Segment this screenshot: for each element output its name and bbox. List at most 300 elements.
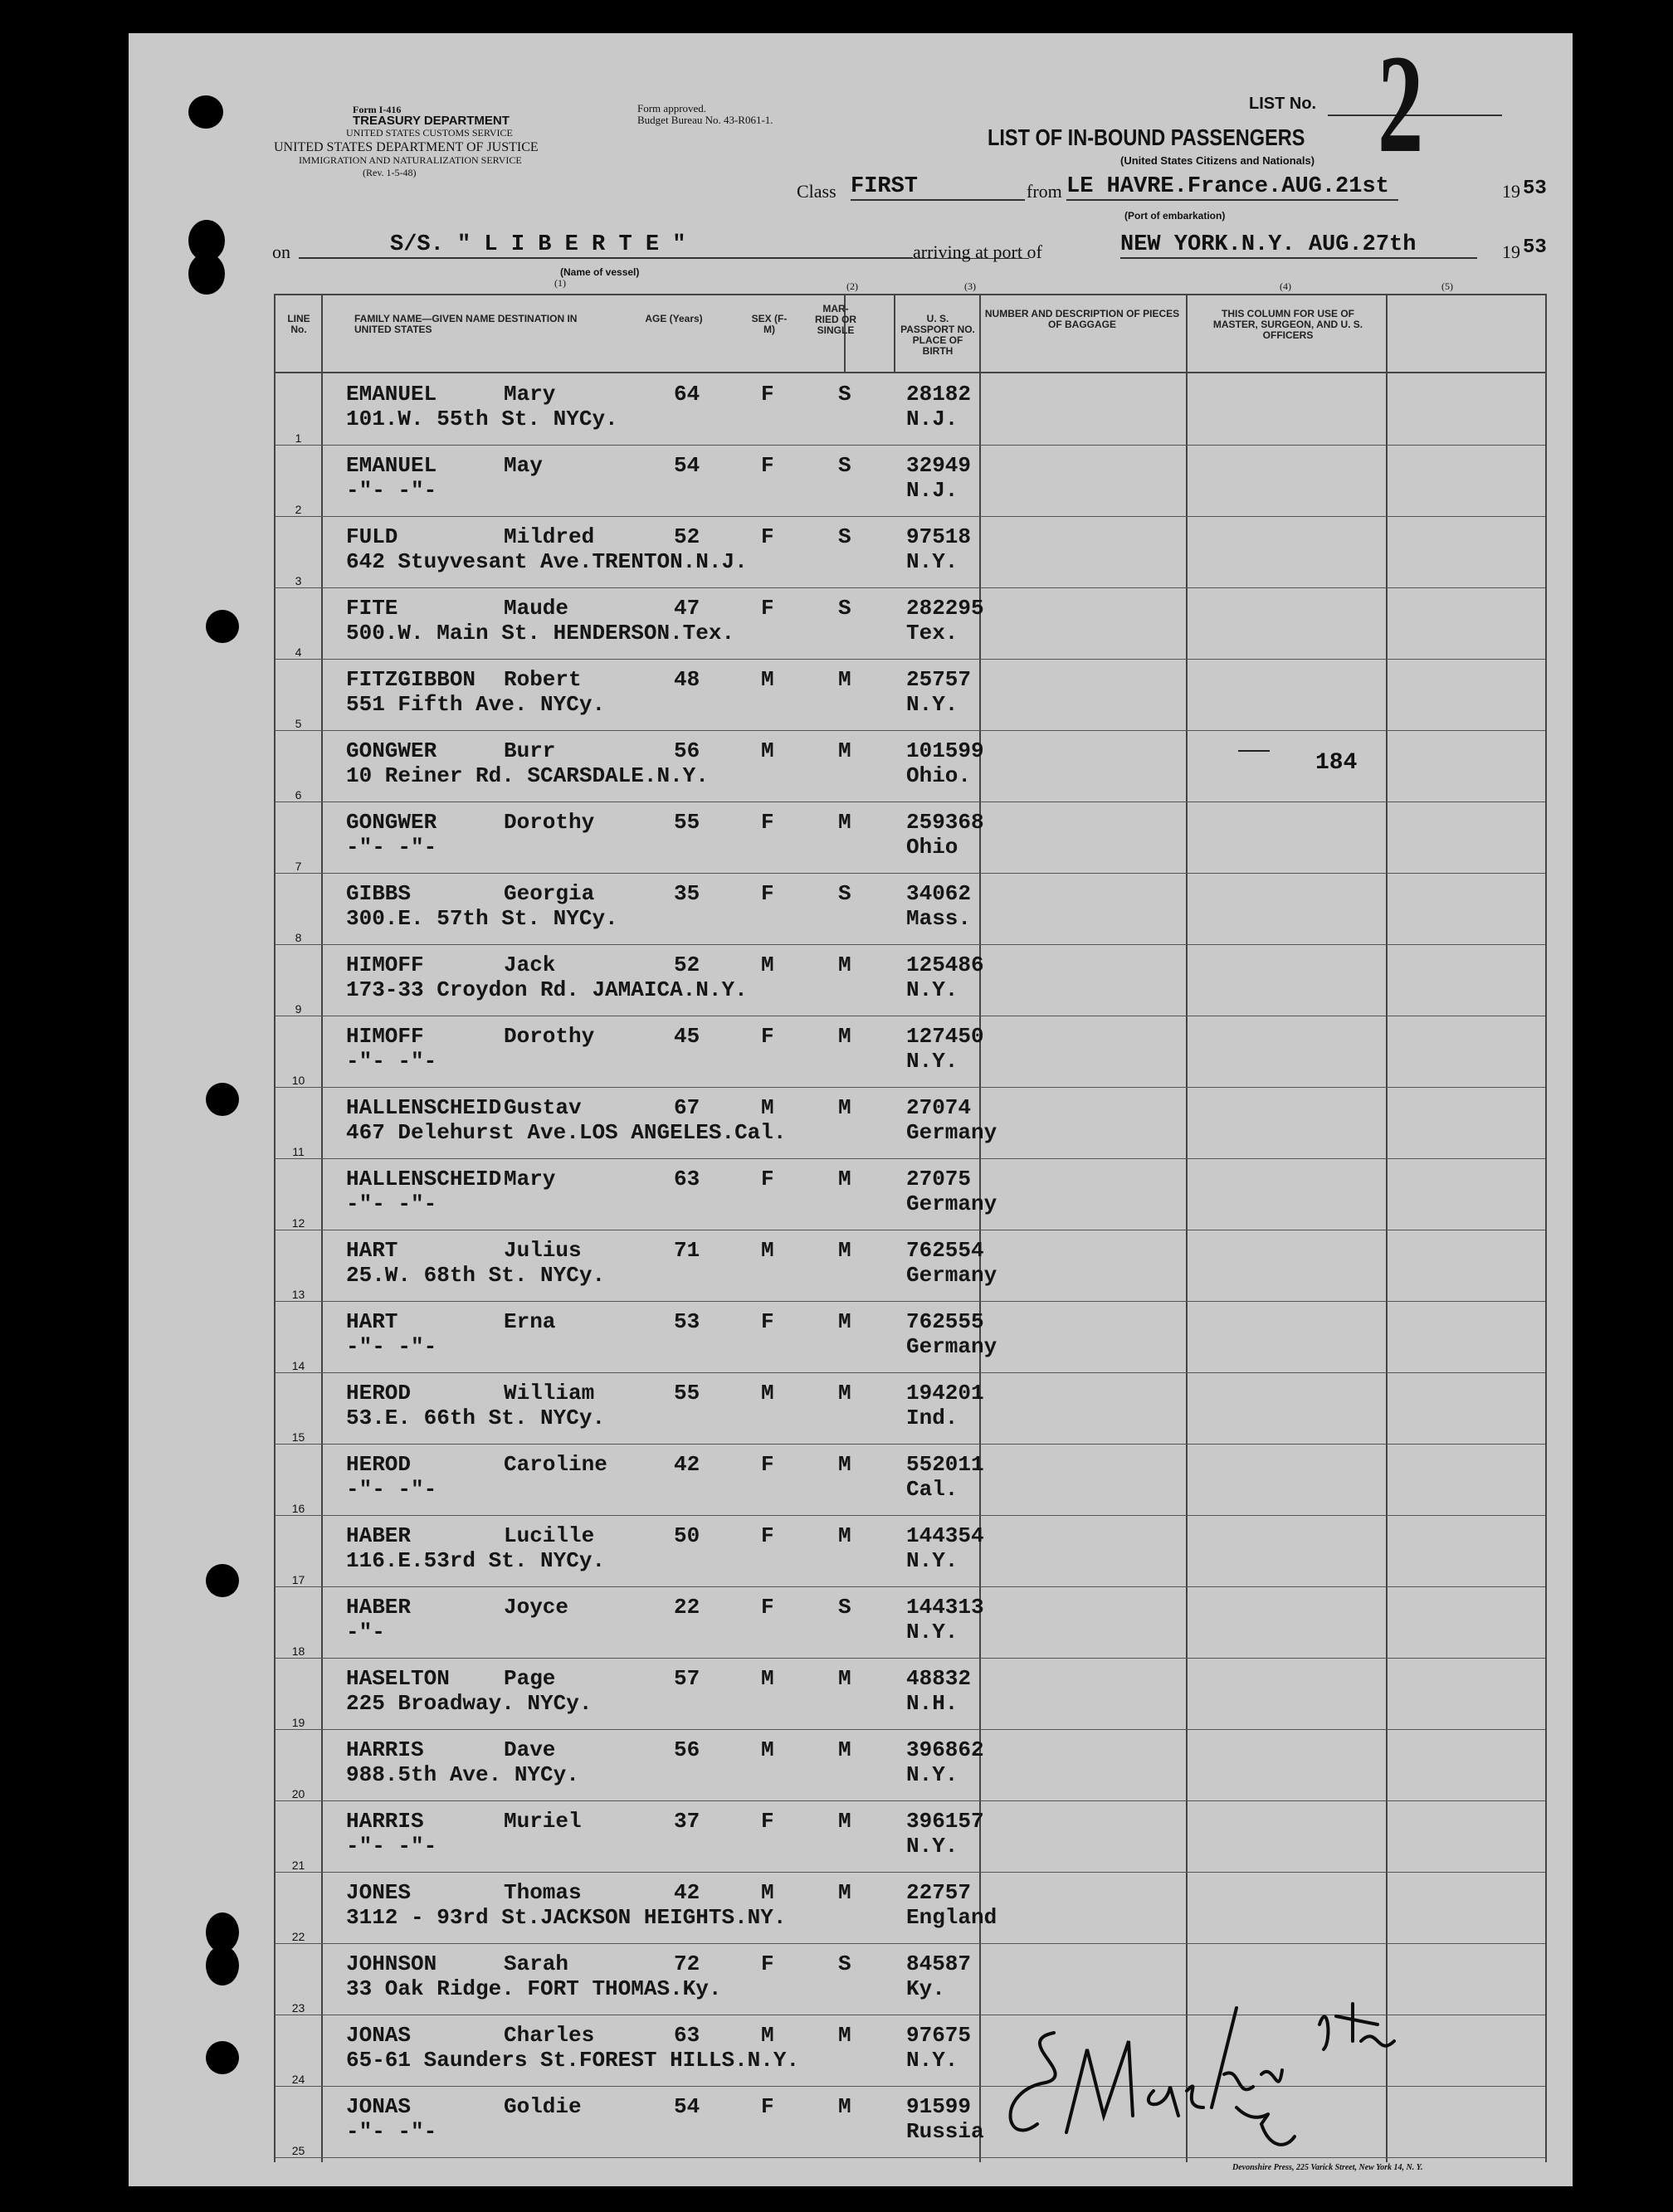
officer-annotation: 184 [1315,750,1358,776]
family-name: HEROD [346,1381,412,1406]
line-number: 1 [295,431,302,445]
sex: F [761,1452,774,1477]
marital-status: M [838,1452,851,1477]
table-row [276,445,1545,516]
row-rule [276,2157,1545,2158]
place-of-birth: N.J. [906,407,958,431]
year-prefix-1: 19 [1502,181,1520,202]
col-officers: THIS COLUMN FOR USE OF MASTER, SURGEON, AND U. S. OFFICERS [1212,308,1363,341]
line-number: 16 [291,1502,305,1515]
destination: 10 Reiner Rd. SCARSDALE.N.Y. [346,763,709,788]
age: 35 [674,881,700,906]
form-number: Form I-416 [353,104,402,115]
given-name: Mildred [504,524,595,549]
place-of-birth: Ind. [906,1406,958,1430]
line-number: 4 [295,646,302,659]
age: 56 [674,738,700,763]
sex: M [761,667,774,692]
table-row [276,1658,1545,1729]
table-row [276,873,1545,944]
age: 52 [674,953,700,977]
age: 63 [674,2023,700,2048]
destination: 53.E. 66th St. NYCy. [346,1406,606,1430]
place-of-birth: Germany [906,1120,997,1145]
sex: F [761,596,774,621]
place-of-birth: England [906,1905,997,1930]
given-name: Caroline [504,1452,607,1477]
line-number: 10 [291,1074,305,1087]
passport-no: 25757 [906,667,972,692]
marital-status: M [838,1167,851,1191]
marital-status: S [838,1595,851,1620]
age: 71 [674,1238,700,1263]
sex: F [761,1595,774,1620]
line-number: 22 [291,1930,305,1943]
family-name: EMANUEL [346,453,437,478]
place-of-birth: N.Y. [906,1049,958,1074]
given-name: Mary [504,1167,556,1191]
col-age: AGE (Years) [645,313,703,324]
family-name: HALLENSCHEID [346,1095,502,1120]
passport-no: 101599 [906,738,984,763]
on-label: on [272,241,290,262]
line-number: 8 [295,931,302,944]
passport-no: 144354 [906,1523,984,1548]
line-number: 11 [292,1145,305,1158]
age: 42 [674,1880,700,1905]
passport-no: 48832 [906,1666,972,1691]
table-row [276,1301,1545,1372]
from-label: from [1027,181,1062,202]
table-row [276,944,1545,1016]
destination: 551 Fifth Ave. NYCy. [346,692,606,717]
vessel-caption: (Name of vessel) [560,266,640,278]
age: 54 [674,453,700,478]
given-name: Georgia [504,881,595,906]
marital-status: S [838,881,851,906]
table-row [276,1800,1545,1872]
marital-status: M [838,1238,851,1263]
family-name: HARRIS [346,1809,424,1834]
place-of-birth: N.Y. [906,2048,958,2073]
place-of-birth: N.Y. [906,692,958,717]
passport-no: 552011 [906,1452,984,1477]
marital-status: S [838,453,851,478]
sex: M [761,2023,774,2048]
sex: F [761,524,774,549]
arrival-year: 53 [1523,236,1547,259]
destination: 101.W. 55th St. NYCy. [346,407,618,431]
age: 57 [674,1666,700,1691]
destination: 988.5th Ave. NYCy. [346,1762,579,1787]
form-approved: Form approved. [637,102,707,114]
table-row [276,1087,1545,1158]
arrival-port: NEW YORK.N.Y. AUG.27th [1120,232,1477,259]
line-number: 12 [291,1216,305,1230]
table-row [276,1444,1545,1515]
punch-hole [188,253,225,295]
passenger-table [274,280,1547,2162]
family-name: HART [346,1238,398,1263]
family-name: HABER [346,1523,412,1548]
table-row [276,1586,1545,1658]
given-name: Julius [504,1238,582,1263]
given-name: Jack [504,953,556,977]
destination: 642 Stuyvesant Ave.TRENTON.N.J. [346,549,748,574]
family-name: HALLENSCHEID [346,1167,502,1191]
passport-no: 97675 [906,2023,972,2048]
destination: 500.W. Main St. HENDERSON.Tex. [346,621,735,646]
place-of-birth: Russia [906,2119,984,2144]
line-number: 7 [295,860,302,873]
given-name: Maude [504,596,569,621]
table-row [276,1230,1545,1301]
age: 63 [674,1167,700,1191]
col-name: FAMILY NAME—GIVEN NAME DESTINATION IN UNITED STATES [354,313,578,335]
col-line-no: LINE No. [287,313,310,335]
family-name: HABER [346,1595,412,1620]
passport-no: 22757 [906,1880,972,1905]
family-name: FITE [346,596,398,621]
marital-status: M [838,667,851,692]
marital-status: M [838,1309,851,1334]
marital-status: M [838,810,851,835]
table-row [276,801,1545,873]
manifest-sheet [129,26,1573,2186]
marital-status: S [838,1951,851,1976]
age: 72 [674,1951,700,1976]
list-subtitle: (United States Citizens and Nationals) [1120,154,1315,167]
passport-no: 127450 [906,1024,984,1049]
line-number: 20 [291,1787,305,1800]
age: 55 [674,810,700,835]
passport-no: 84587 [906,1951,972,1976]
given-name: Page [504,1666,556,1691]
place-of-birth: N.Y. [906,1620,958,1644]
marital-status: S [838,596,851,621]
punch-hole [206,610,239,643]
line-number: 21 [291,1859,305,1872]
table-row [276,1016,1545,1087]
place-of-birth: N.J. [906,478,958,503]
place-of-birth: Tex. [906,621,958,646]
sex: M [761,953,774,977]
place-of-birth: N.Y. [906,1548,958,1573]
given-name: Dorothy [504,810,595,835]
marital-status: M [838,2023,851,2048]
marital-status: S [838,382,851,407]
marital-status: M [838,738,851,763]
family-name: JONES [346,1880,412,1905]
line-number: 13 [291,1288,305,1301]
line-number: 14 [291,1359,305,1372]
destination: -"- -"- [346,1334,437,1359]
officers-col-num: (5) [1441,280,1453,292]
family-name: EMANUEL [346,382,437,407]
age: 52 [674,524,700,549]
place-of-birth: N.Y. [906,977,958,1002]
ins-service: IMMIGRATION AND NATURALIZATION SERVICE [299,154,522,166]
table-row [276,373,1545,445]
marital-status: M [838,1024,851,1049]
family-name: HIMOFF [346,1024,424,1049]
family-name: GONGWER [346,810,437,835]
line-number: 19 [291,1716,305,1729]
given-name: Thomas [504,1880,582,1905]
passport-no: 762554 [906,1238,984,1263]
given-name: May [504,453,543,478]
marital-status: M [838,1809,851,1834]
destination: -"- -"- [346,478,437,503]
sex: M [761,1095,774,1120]
passport-no: 27074 [906,1095,972,1120]
officer-signature [988,1991,1402,2157]
place-of-birth: N.Y. [906,1834,958,1859]
age: 54 [674,2094,700,2119]
place-of-birth: N.Y. [906,549,958,574]
family-name: HEROD [346,1452,412,1477]
destination: -"- -"- [346,2119,437,2144]
age: 37 [674,1809,700,1834]
line-number: 24 [291,2073,305,2086]
marital-status: M [838,1095,851,1120]
family-name: GIBBS [346,881,412,906]
line-number: 25 [291,2144,305,2157]
destination: -"- -"- [346,1049,437,1074]
age: 50 [674,1523,700,1548]
age: 67 [674,1095,700,1120]
passport-no: 282295 [906,596,984,621]
family-name: HIMOFF [346,953,424,977]
punch-hole [206,1946,239,1985]
list-no-label: LIST No. [1249,95,1317,113]
passport-no: 32949 [906,453,972,478]
marital-status: M [838,2094,851,2119]
passport-col-num: (3) [964,280,976,292]
sex: F [761,881,774,906]
family-name: HART [346,1309,398,1334]
destination: 33 Oak Ridge. FORT THOMAS.Ky. [346,1976,722,2001]
col-baggage: NUMBER AND DESCRIPTION OF PIECES OF BAGGAGE [984,308,1180,330]
marital-status: M [838,1880,851,1905]
table-row [276,1158,1545,1230]
table-row [276,587,1545,659]
passport-no: 396157 [906,1809,984,1834]
place-of-birth: Germany [906,1191,997,1216]
given-name: Erna [504,1309,556,1334]
line-number: 2 [295,503,302,516]
given-name: Sarah [504,1951,569,1976]
table-row [276,1515,1545,1586]
marital-status: S [838,524,851,549]
place-of-birth: Mass. [906,906,972,931]
destination: 467 Delehurst Ave.LOS ANGELES.Cal. [346,1120,787,1145]
place-of-birth: N.H. [906,1691,958,1716]
destination: -"- -"- [346,1477,437,1502]
line-number: 23 [291,2001,305,2015]
passport-no: 194201 [906,1381,984,1406]
family-name: JOHNSON [346,1951,437,1976]
marital-status: M [838,953,851,977]
place-of-birth: N.Y. [906,1762,958,1787]
destination: -"- [346,1620,385,1644]
passport-no: 27075 [906,1167,972,1191]
treasury-dept: TREASURY DEPARTMENT [353,114,510,128]
budget-bureau: Budget Bureau No. 43-R061-1. [637,114,773,126]
destination: 65-61 Saunders St.FOREST HILLS.N.Y. [346,2048,800,2073]
table-row [276,1872,1545,1943]
table-row [276,1372,1545,1444]
destination: -"- -"- [346,1834,437,1859]
line-number: 6 [295,788,302,801]
line-number: 15 [291,1430,305,1444]
place-of-birth: Germany [906,1334,997,1359]
line-number: 5 [295,717,302,730]
given-name: Mary [504,382,556,407]
embarkation-port: LE HAVRE.France.AUG.21st [1066,174,1398,201]
officer-annotation-dash [1238,750,1270,752]
sex: M [761,1880,774,1905]
given-name: Muriel [504,1809,582,1834]
col-sep [894,295,895,372]
col1-caption: (1) [554,277,566,289]
age: 48 [674,667,700,692]
place-of-birth: Ohio [906,835,958,860]
given-name: Lucille [504,1523,595,1548]
given-name: William [504,1381,595,1406]
passport-no: 125486 [906,953,984,977]
age: 53 [674,1309,700,1334]
sex: M [761,1381,774,1406]
destination: 116.E.53rd St. NYCy. [346,1548,606,1573]
passport-no: 144313 [906,1595,984,1620]
baggage-col-num: (4) [1280,280,1291,292]
passport-no: 762555 [906,1309,984,1334]
age: 47 [674,596,700,621]
punch-hole [188,95,223,129]
married-col-num: (2) [846,280,858,292]
given-name: Charles [504,2023,595,2048]
sex: F [761,1309,774,1334]
vessel-name: S/S. " L I B E R T E " [299,232,1029,259]
given-name: Dorothy [504,1024,595,1049]
sex: F [761,1024,774,1049]
sex: M [761,1737,774,1762]
age: 64 [674,382,700,407]
destination: 173-33 Croydon Rd. JAMAICA.N.Y. [346,977,748,1002]
age: 42 [674,1452,700,1477]
table-row [276,516,1545,587]
family-name: JONAS [346,2023,412,2048]
passport-no: 97518 [906,524,972,549]
place-of-birth: Ky. [906,1976,945,2001]
destination: -"- -"- [346,1191,437,1216]
age: 22 [674,1595,700,1620]
table-row [276,659,1545,730]
family-name: GONGWER [346,738,437,763]
sex: M [761,738,774,763]
given-name: Joyce [504,1595,569,1620]
marital-status: M [838,1666,851,1691]
given-name: Goldie [504,2094,582,2119]
sex: M [761,1666,774,1691]
family-name: FITZGIBBON [346,667,476,692]
given-name: Dave [504,1737,556,1762]
passport-no: 34062 [906,881,972,906]
family-name: HARRIS [346,1737,424,1762]
marital-status: M [838,1737,851,1762]
age: 45 [674,1024,700,1049]
punch-hole [206,1564,239,1597]
arriving-label: arriving at port of [913,246,1047,258]
list-number: 2 [1378,26,1424,182]
sex: F [761,1951,774,1976]
col-married: MAR-RIED OR SINGLE [815,303,857,336]
col-passport: U. S. PASSPORT NO. PLACE OF BIRTH [900,313,975,357]
line-number: 17 [291,1573,305,1586]
sex: F [761,382,774,407]
destination: 3112 - 93rd St.JACKSON HEIGHTS.NY. [346,1905,787,1930]
sex: F [761,810,774,835]
sex: F [761,2094,774,2119]
passport-no: 396862 [906,1737,984,1762]
list-title: LIST OF IN-BOUND PASSENGERS [988,124,1305,150]
sex: F [761,1523,774,1548]
destination: -"- -"- [346,835,437,860]
place-of-birth: Ohio. [906,763,972,788]
punch-hole [206,2041,239,2074]
passport-no: 259368 [906,810,984,835]
given-name: Burr [504,738,556,763]
year-prefix-2: 19 [1502,241,1520,262]
marital-status: M [838,1523,851,1548]
sex: M [761,1238,774,1263]
table-row [276,1729,1545,1800]
destination: 225 Broadway. NYCy. [346,1691,593,1716]
justice-dept: UNITED STATES DEPARTMENT OF JUSTICE [274,140,539,154]
family-name: JONAS [346,2094,412,2119]
embark-caption: (Port of embarkation) [1124,210,1226,222]
destination: 25.W. 68th St. NYCy. [346,1263,606,1288]
printer-footer: Devonshire Press, 225 Varick Street, New York 14, N. Y. [1232,2163,1423,2172]
class-value: FIRST [851,174,1025,201]
punch-hole [206,1083,239,1116]
class-label: Class [797,181,836,202]
age: 55 [674,1381,700,1406]
given-name: Robert [504,667,582,692]
given-name: Gustav [504,1095,582,1120]
family-name: FULD [346,524,398,549]
col-sex: SEX (F-M) [751,313,788,335]
sex: F [761,1809,774,1834]
family-name: HASELTON [346,1666,450,1691]
passport-no: 28182 [906,382,972,407]
passport-no: 91599 [906,2094,972,2119]
embark-year: 53 [1523,178,1547,200]
line-number: 18 [291,1644,305,1658]
sex: F [761,453,774,478]
line-number: 3 [295,574,302,587]
sex: F [761,1167,774,1191]
marital-status: M [838,1381,851,1406]
destination: 300.E. 57th St. NYCy. [346,906,618,931]
place-of-birth: Germany [906,1263,997,1288]
customs-service: UNITED STATES CUSTOMS SERVICE [346,127,513,139]
place-of-birth: Cal. [906,1477,958,1502]
age: 56 [674,1737,700,1762]
line-number: 9 [295,1002,302,1016]
revision: (Rev. 1-5-48) [363,167,417,178]
